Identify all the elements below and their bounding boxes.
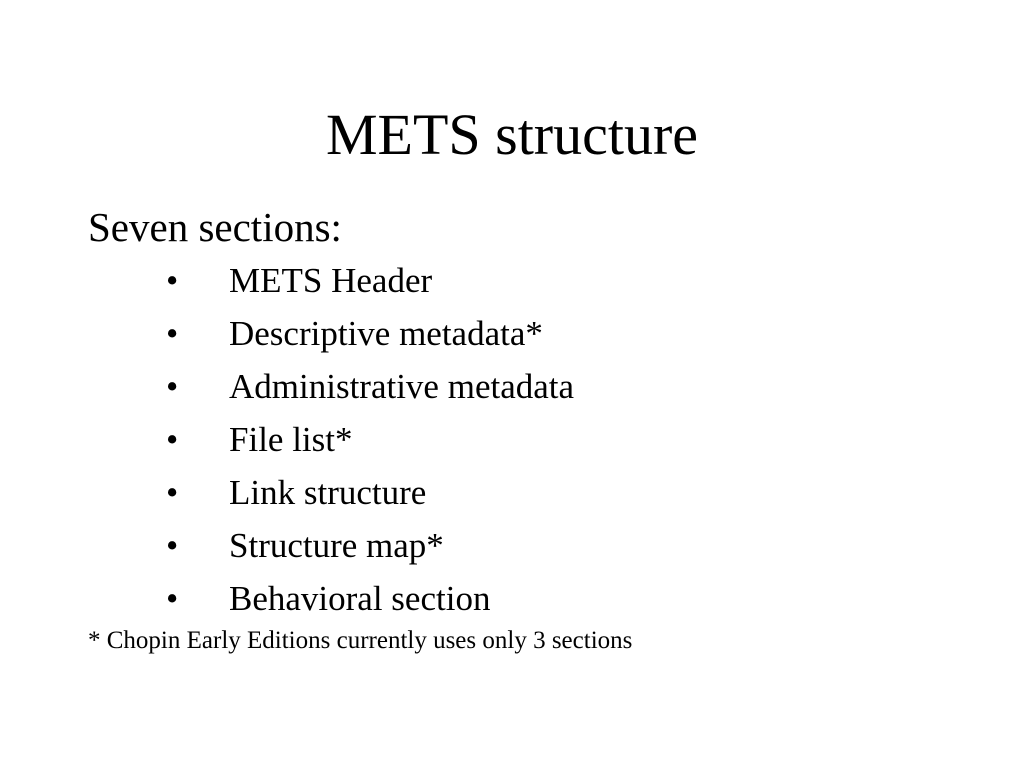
bullet-icon: • — [166, 420, 179, 459]
footnote: * Chopin Early Editions currently uses only 3 sections — [88, 627, 633, 654]
list-item-label: Behavioral section — [229, 579, 491, 618]
list-item-label: File list* — [229, 420, 353, 459]
list-item-label: Link structure — [229, 473, 427, 512]
slide-intro: Seven sections: — [88, 204, 342, 250]
list-item-label: Descriptive metadata* — [229, 314, 543, 353]
list-item-label: Structure map* — [229, 526, 444, 565]
bullet-icon: • — [166, 526, 179, 565]
bullet-icon: • — [166, 314, 179, 353]
bullet-icon: • — [166, 367, 179, 406]
bullet-icon: • — [166, 579, 179, 618]
bullet-icon: • — [166, 261, 179, 300]
list-item-label: METS Header — [229, 261, 433, 300]
bullet-icon: • — [166, 473, 179, 512]
slide-title: METS structure — [325, 102, 699, 167]
list-item-label: Administrative metadata — [229, 367, 575, 406]
